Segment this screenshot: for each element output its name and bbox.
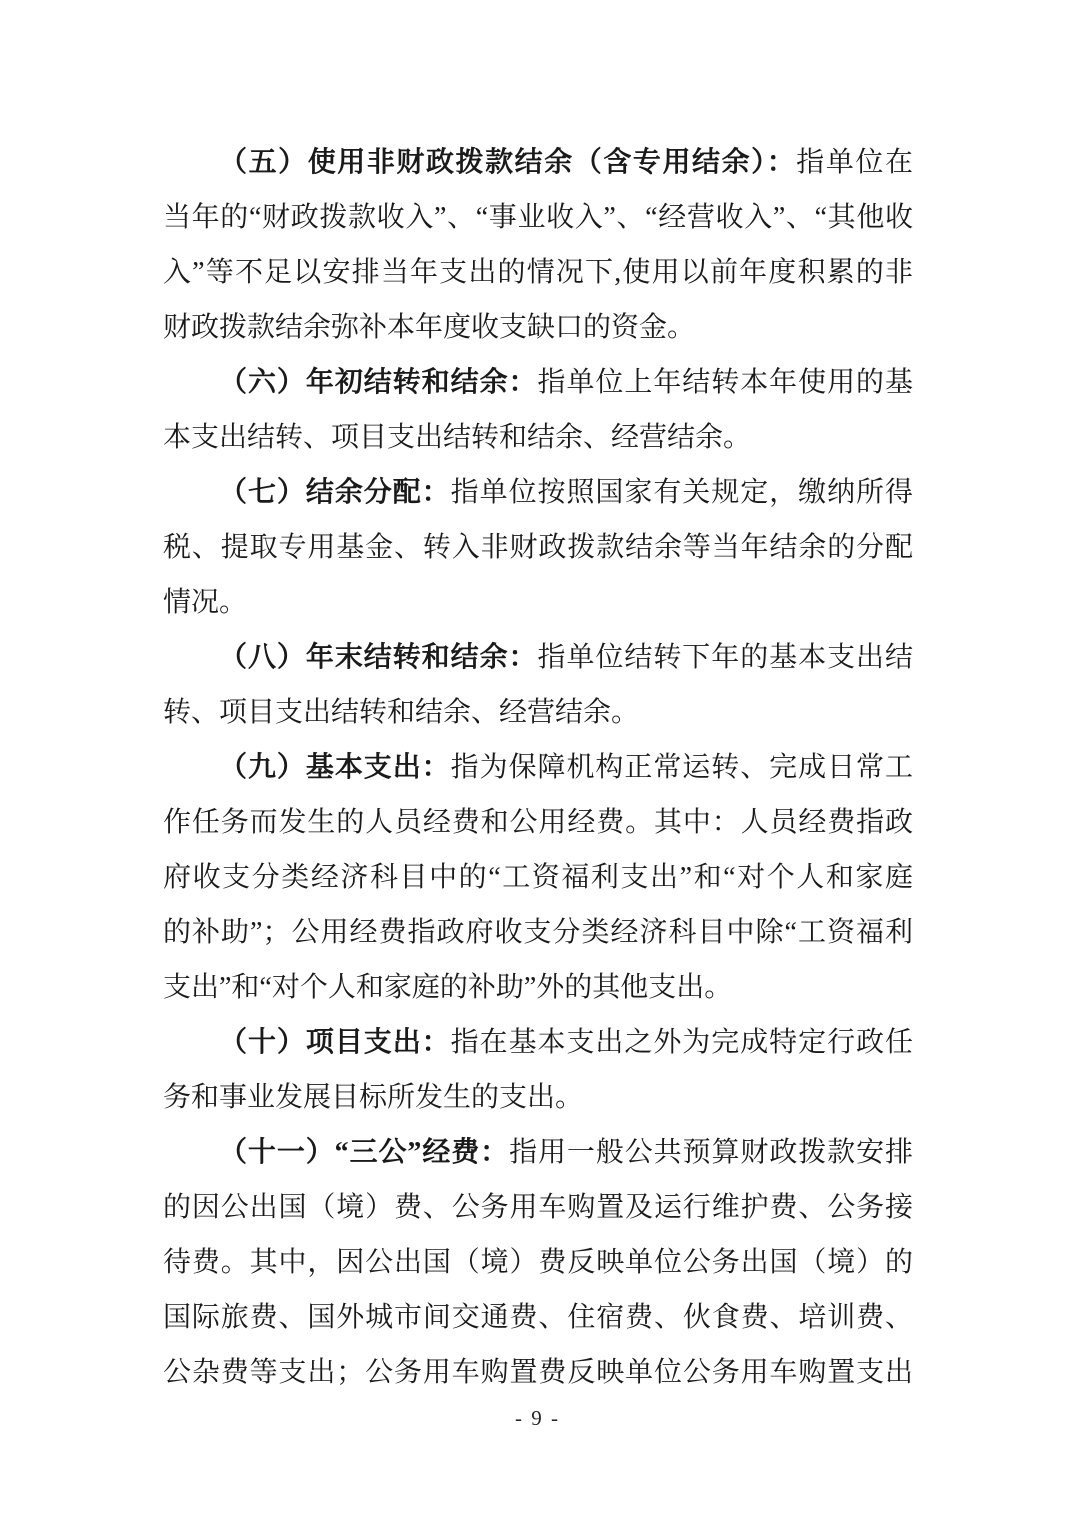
clause-11	[163, 1125, 913, 1400]
text-line: 财政拨款结余弥补本年度收支缺口的资金。	[163, 312, 696, 343]
text-line: 务和事业发展目标所发生的支出。	[163, 1082, 584, 1113]
text-line: 的补助”；公用经费指政府收支分类经济科目中除“工资福利	[163, 917, 913, 948]
document-body	[163, 135, 913, 1400]
text-line: 税、提取专用基金、转入非财政拨款结余等当年结余的分配	[163, 532, 913, 563]
clause-8	[163, 630, 913, 740]
text-line: （十一）“三公”经费：指用一般公共预算财政拨款安排	[219, 1137, 913, 1168]
text-line: （八）年末结转和结余：指单位结转下年的基本支出结	[219, 642, 913, 673]
clause-heading: （五）使用非财政拨款结余（含专用结余）：	[219, 147, 797, 178]
text-line: 公杂费等支出；公务用车购置费反映单位公务用车购置支出	[163, 1357, 913, 1388]
text-line: 入”等不足以安排当年支出的情况下,使用以前年度积累的非	[163, 257, 913, 288]
text-line: 作任务而发生的人员经费和公用经费。其中：人员经费指政	[163, 807, 913, 838]
text-line: 待费。其中，因公出国（境）费反映单位公务出国（境）的	[163, 1247, 913, 1278]
text-line: 情况。	[163, 587, 248, 618]
clause-heading: （十一）“三公”经费：	[219, 1137, 510, 1168]
text-line: 国际旅费、国外城市间交通费、住宿费、伙食费、培训费、	[163, 1302, 913, 1333]
text-line: （七）结余分配：指单位按照国家有关规定，缴纳所得	[219, 477, 913, 508]
text-line: 的因公出国（境）费、公务用车购置及运行维护费、公务接	[163, 1192, 913, 1223]
clause-6	[163, 355, 913, 465]
text-line: 本支出结转、项目支出结转和结余、经营结余。	[163, 422, 752, 453]
text-line: 府收支分类经济科目中的“工资福利支出”和“对个人和家庭	[163, 862, 913, 893]
clause-heading: （七）结余分配：	[219, 477, 451, 508]
clause-7	[163, 465, 913, 630]
text-line: （十）项目支出：指在基本支出之外为完成特定行政任	[219, 1027, 913, 1058]
text-line: 支出”和“对个人和家庭的补助”外的其他支出。	[163, 972, 733, 1003]
clause-heading: （十）项目支出：	[219, 1027, 451, 1058]
clause-heading: （九）基本支出：	[219, 752, 451, 783]
page-number: - 9 -	[515, 1406, 560, 1430]
clause-heading: （六）年初结转和结余：	[219, 367, 538, 398]
clause-9	[163, 740, 913, 1015]
text-line: 当年的“财政拨款收入”、“事业收入”、“经营收入”、“其他收	[163, 202, 913, 233]
clause-heading: （八）年末结转和结余：	[219, 642, 538, 673]
text-line: （九）基本支出：指为保障机构正常运转、完成日常工	[219, 752, 913, 783]
text-line: （五）使用非财政拨款结余（含专用结余）：指单位在	[219, 147, 913, 178]
clause-5	[163, 135, 913, 355]
text-line: （六）年初结转和结余：指单位上年结转本年使用的基	[219, 367, 913, 398]
text-line: 转、项目支出结转和结余、经营结余。	[163, 697, 640, 728]
clause-10	[163, 1015, 913, 1125]
